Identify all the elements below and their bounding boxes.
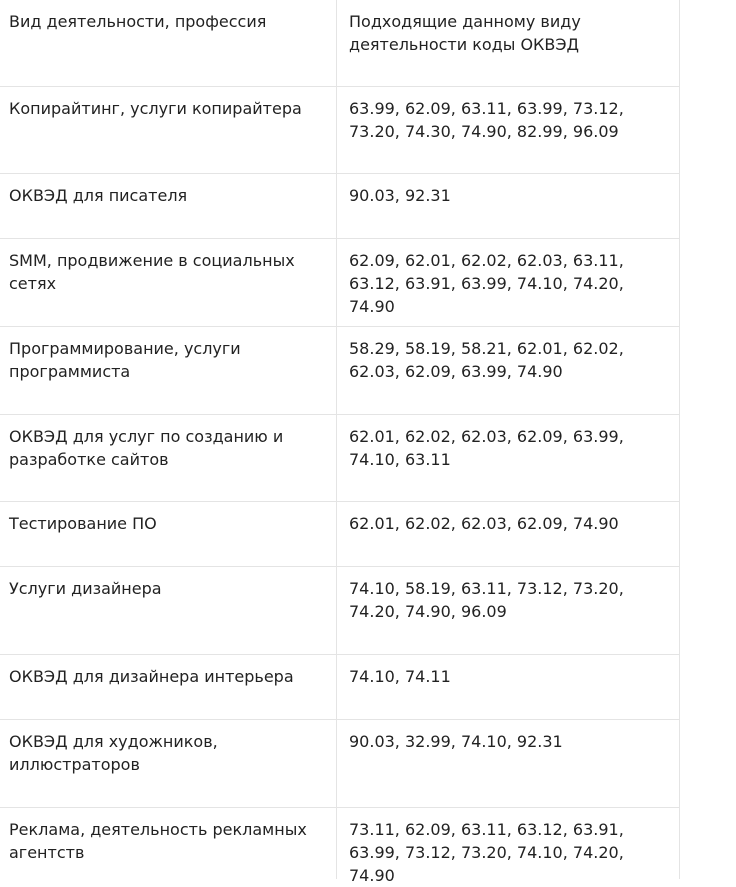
table-row: [0, 327, 679, 415]
activity-cell: Реклама, деятельность рекламных агентств: [0, 808, 337, 879]
activity-cell: Услуги дизайнера: [0, 567, 337, 654]
codes-cell: 63.99, 62.09, 63.11, 63.99, 73.12, 73.20, 74.30, 74.90, 82.99, 96.09: [349, 99, 624, 141]
table-row: [0, 720, 679, 808]
codes-cell: 62.01, 62.02, 62.03, 62.09, 74.90: [349, 514, 619, 533]
activity-cell: Тестирование ПО: [0, 502, 337, 566]
table-row: [0, 415, 679, 502]
activity-cell: Копирайтинг, услуги копирайтера: [0, 87, 337, 173]
codes-cell: 74.10, 58.19, 63.11, 73.12, 73.20, 74.20, 74.90, 96.09: [349, 579, 624, 621]
codes-cell: 62.01, 62.02, 62.03, 62.09, 63.99, 74.10, 63.11: [349, 427, 624, 469]
table-row: [0, 567, 679, 655]
activity-cell: SMM, продвижение в социальных сетях: [0, 239, 337, 326]
activity-cell: ОКВЭД для дизайнера интерьера: [0, 655, 337, 719]
table-row: [0, 239, 679, 327]
table-row: [0, 87, 679, 174]
table-row: [0, 808, 679, 885]
codes-cell: 74.10, 74.11: [349, 667, 451, 686]
header-codes: Подходящие данному виду деятельности коды ОКВЭД: [349, 12, 581, 54]
codes-cell: 73.11, 62.09, 63.11, 63.12, 63.91, 63.99, 73.12, 73.20, 74.10, 74.20, 74.90: [349, 820, 624, 885]
table-row: [0, 174, 679, 239]
activity-cell: ОКВЭД для писателя: [0, 174, 337, 238]
table-row: [0, 655, 679, 720]
activity-cell: ОКВЭД для услуг по созданию и разработке сайтов: [0, 415, 337, 501]
codes-cell: 58.29, 58.19, 58.21, 62.01, 62.02, 62.03, 62.09, 63.99, 74.90: [349, 339, 624, 381]
codes-cell: 90.03, 32.99, 74.10, 92.31: [349, 732, 563, 751]
table-row: [0, 502, 679, 567]
codes-cell: 62.09, 62.01, 62.02, 62.03, 63.11, 63.12, 63.91, 63.99, 74.10, 74.20, 74.90: [349, 251, 624, 316]
table-header-row: [0, 0, 679, 87]
activity-cell: ОКВЭД для художников, иллюстраторов: [0, 720, 337, 807]
header-activity: Вид деятельности, профессия: [0, 0, 337, 86]
activity-cell: Программирование, услуги программиста: [0, 327, 337, 414]
codes-cell: 90.03, 92.31: [349, 186, 451, 205]
